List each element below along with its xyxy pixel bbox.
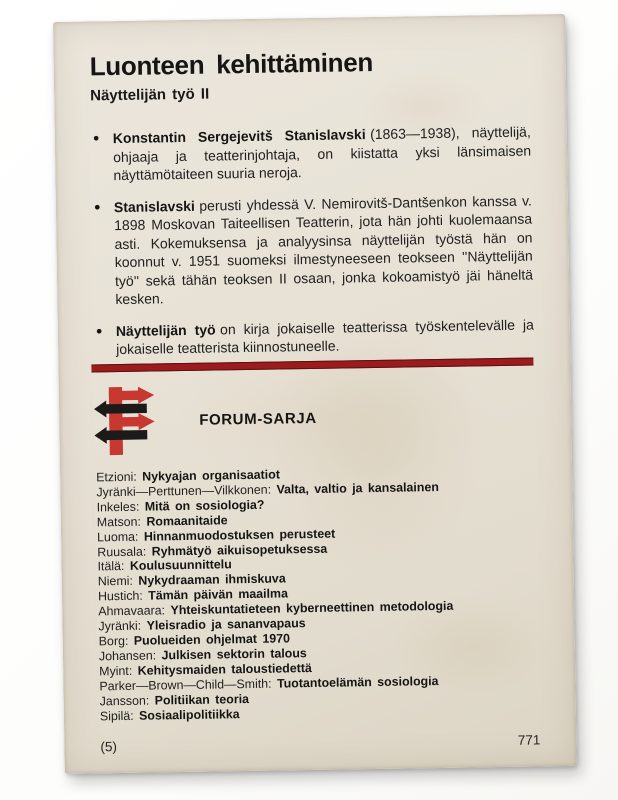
paragraph-text xyxy=(114,191,534,309)
bullet-dot-icon: ● xyxy=(95,324,103,337)
book-item-title: Valta, valtio ja kansalainen xyxy=(276,479,439,497)
book-back-cover xyxy=(53,14,577,774)
paragraph-body: on kirja jokaiselle teatterissa työskentelevälle ja jokaiselle teatterista kiinnostuneelle. xyxy=(116,315,534,358)
paragraph-text xyxy=(116,315,535,359)
book-item-title: Koulusuunnittelu xyxy=(129,557,232,574)
book-item-title: Julkisen sektorin talous xyxy=(161,645,307,663)
description-paragraph xyxy=(96,315,535,359)
cover-footer xyxy=(100,732,540,754)
book-title: Luonteen kehittäminen xyxy=(89,46,374,82)
book-author: Myint: xyxy=(99,663,133,679)
book-author: Sipilä: xyxy=(99,708,134,723)
paragraph-lead: Näyttelijän työ xyxy=(115,320,216,339)
book-item-title: Yleisradio ja sananvapaus xyxy=(146,616,306,633)
series-name: FORUM-SARJA xyxy=(199,409,317,429)
book-subtitle: Näyttelijän työ II xyxy=(90,85,210,105)
book-item-title: Ryhmätyö aikuisopetuksessa xyxy=(151,541,328,559)
series-logo-row xyxy=(93,382,318,458)
book-item-title: Tämän päivän maailma xyxy=(148,586,289,603)
paragraph-body: (1863—1938), näyttelijä, ohjaaja ja teatterinjohtaja, on kiistatta yksi länsimaisen näyttämötaiteen suuria neroja. xyxy=(112,123,532,184)
book-author: Parker—Brown—Child—Smith: xyxy=(99,676,272,694)
book-author: Jansson: xyxy=(99,693,150,708)
catalog-number: 771 xyxy=(517,732,541,748)
bullet-dot-icon: ● xyxy=(92,132,100,145)
book-item-title: Romaanitaide xyxy=(146,513,228,529)
book-author: Jyränki: xyxy=(98,618,142,634)
forum-arrows-logo-icon xyxy=(93,384,160,457)
book-item-title: Yhteiskuntatieteen kyberneettinen metodologia xyxy=(170,598,454,618)
book-item-title: Nykyajan organisaatiot xyxy=(142,467,280,484)
book-item-title: Sosiaalipolitiikka xyxy=(138,706,240,723)
paragraph-body: perusti yhdessä V. Nemirovitš-Dantšenkon kanssa v. 1898 Moskovan Taiteellisen Teatterin, jota hän johti kuolemaansa asti. Kokemuksensa ja analyysinsa näyttelijän työstä hän on koonnut v. 1951 suomeksi ilmestyneeseen teokseen ''Näyttelijän työ'' sekä tähän teoksen II osaan, jonka kokoamistyö jäi häneltä kesken. xyxy=(114,192,534,308)
bullet-dot-icon: ● xyxy=(93,200,101,213)
edition-number: (5) xyxy=(100,739,118,755)
description-section xyxy=(93,123,535,372)
book-item-title: Politiikan teoria xyxy=(154,691,250,708)
book-item-title: Kehitysmaiden taloustiedettä xyxy=(137,660,312,678)
paragraph-lead: Konstantin Sergejevitš Stanislavski xyxy=(112,126,366,147)
book-item-title: Hinnanmuodostuksen perusteet xyxy=(143,526,336,544)
book-list xyxy=(96,465,455,724)
book-item-title: Mitä on sosiologia? xyxy=(144,497,265,514)
book-item-title: Tuotantoelämän sosiologia xyxy=(276,673,439,691)
book-author: Matson: xyxy=(96,514,142,530)
book-author: Etzioni: xyxy=(96,469,137,485)
book-item-title: Puolueiden ohjelmat 1970 xyxy=(133,631,291,648)
description-paragraph xyxy=(94,191,534,309)
book-author: Inkeles: xyxy=(96,499,140,515)
book-author: Johansen: xyxy=(98,648,157,664)
book-author: Ruusala: xyxy=(97,544,147,559)
book-author: Ahmavaara: xyxy=(98,603,166,619)
book-author: Jyränki—Perttunen—Vilkkonen: xyxy=(96,482,272,500)
book-item-title: Nykydraaman ihmiskuva xyxy=(138,571,286,589)
book-author: Borg: xyxy=(98,633,129,649)
book-author: Niemi: xyxy=(97,574,134,589)
book-author: Itälä: xyxy=(97,559,125,574)
paragraph-text xyxy=(113,123,532,185)
book-author: Luoma: xyxy=(96,529,139,544)
paragraph-lead: Stanislavski xyxy=(113,197,195,215)
description-paragraph xyxy=(93,123,532,185)
book-author: Hustich: xyxy=(97,588,143,604)
